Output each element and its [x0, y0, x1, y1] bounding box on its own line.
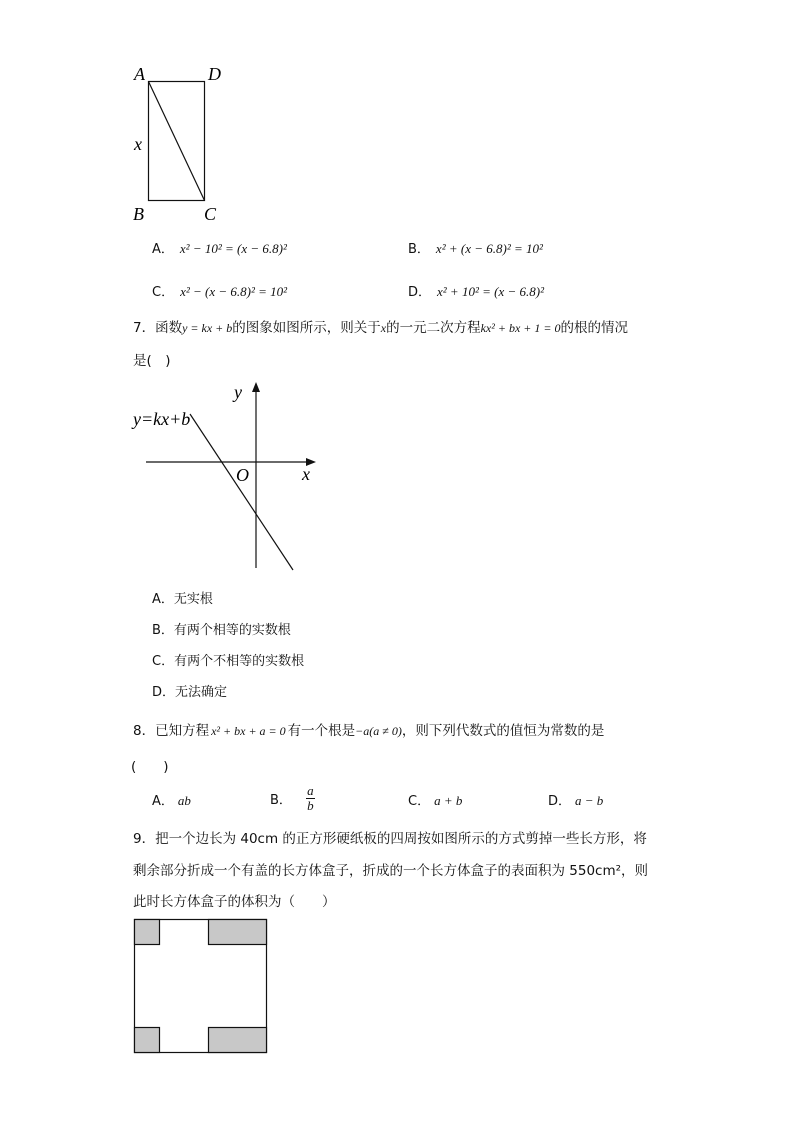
rectangle-figure — [128, 60, 228, 225]
q8-option-b[interactable]: B． $\frac{a}{b}$ — [270, 783, 314, 813]
q8-option-c[interactable]: C． a + b — [408, 793, 463, 809]
q9-stem-line2: 剩余部分折成一个有盖的长方体盒子，折成的一个长方体盒子的表面积为 550cm²，则 — [133, 863, 649, 879]
q8-option-d[interactable]: D． a − b — [548, 793, 604, 809]
label-y-axis: y — [234, 382, 242, 402]
label-origin: O — [236, 465, 249, 485]
q7-option-d[interactable]: D．无法确定 — [152, 685, 228, 700]
label-function: y=kx+b — [133, 409, 191, 429]
q8-answer-paren: ( ) — [131, 759, 169, 775]
cut-top-left — [135, 920, 160, 945]
q7-stem-line1: 7．函数y = kx + b的图象如图所示，则关于x的一元二次方程kx² + bx + 1 = 0的根的情况 — [133, 320, 628, 336]
cut-bottom-left — [135, 1028, 160, 1053]
label-b: B — [133, 204, 144, 224]
function-line — [190, 414, 293, 570]
q9-stem-line3: 此时长方体盒子的体积为（ ） — [133, 894, 336, 910]
label-d: D — [208, 64, 221, 84]
q6-option-a[interactable]: A． x² − 10² = (x − 6.8)² — [152, 241, 287, 257]
q6-option-b[interactable]: B． x² + (x − 6.8)² = 10² — [408, 241, 543, 257]
fraction-a-over-b: $\frac{a}{b}$ — [307, 783, 314, 813]
q7-option-a[interactable]: A．无实根 — [152, 592, 213, 607]
cut-top-right — [209, 920, 267, 945]
diagonal-ac — [149, 82, 205, 201]
linear-function-graph — [128, 378, 328, 573]
q8-option-a[interactable]: A． ab — [152, 793, 191, 809]
q9-stem-line1: 9．把一个边长为 40cm 的正方形硬纸板的四周按如图所示的方式剪掉一些长方形，将 — [133, 831, 647, 847]
cardboard-cut-figure — [130, 915, 272, 1057]
label-c: C — [204, 204, 217, 224]
y-axis-arrow — [252, 382, 260, 392]
q7-option-c[interactable]: C．有两个不相等的实数根 — [152, 654, 305, 669]
label-x-axis: x — [302, 464, 310, 484]
q6-option-c[interactable]: C． x² − (x − 6.8)² = 10² — [152, 284, 288, 300]
q6-option-d[interactable]: D． x² + 10² = (x − 6.8)² — [408, 284, 544, 300]
q7-stem-line2: 是( ) — [133, 353, 171, 369]
label-a: A — [134, 64, 145, 84]
q8-stem: 8．已知方程 x² + bx + a = 0 有一个根是−a(a ≠ 0)，则下列代数式的值恒为常数的是 — [133, 723, 605, 739]
label-x: x — [134, 134, 142, 154]
cut-bottom-right — [209, 1028, 267, 1053]
q7-option-b[interactable]: B．有两个相等的实数根 — [152, 623, 291, 638]
